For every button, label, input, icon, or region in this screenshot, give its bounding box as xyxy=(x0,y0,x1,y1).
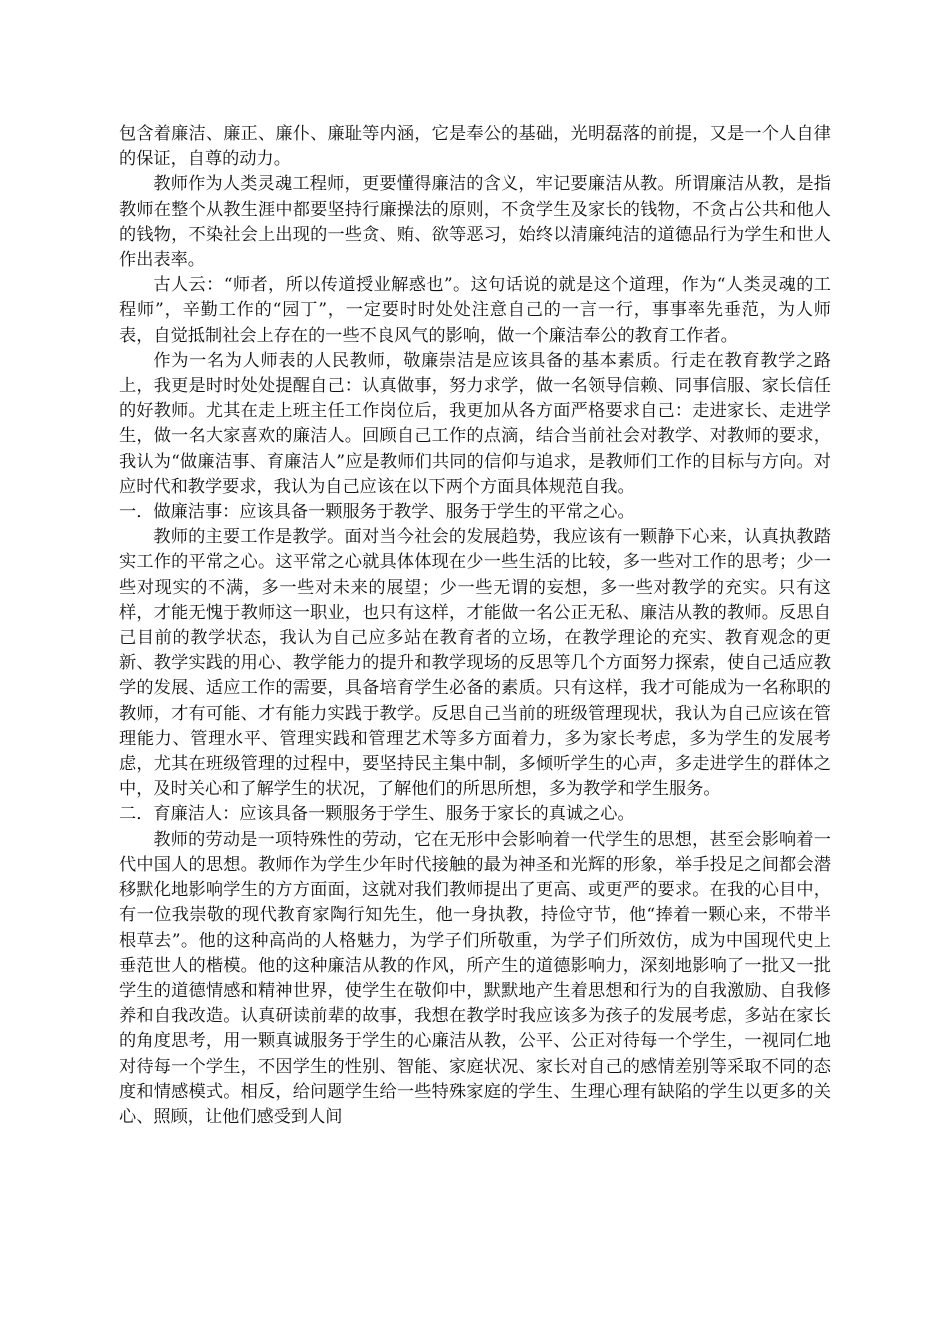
paragraph-sincere-heart: 教师的劳动是一项特殊性的劳动，它在无形中会影响着一代学生的思想，甚至会影响着一代中国人的思想。教师作为学生少年时代接触的最为神圣和光辉的形象，举手投足之间都会潜移默化地影响学生的方方面面，这就对我们教师提出了更高、或更严的要求。在我的心目中，有一位我崇敬的现代教育家陶行知先生，他一身执教，持俭守节，他“捧着一颗心来，不带半根草去”。他的这种高尚的人格魅力，为学子们所敬重，为学子们所效仿，成为中国现代史上垂范世人的楷模。他的这种廉洁从教的作风，所产生的道德影响力，深刻地影响了一批又一批学生的道德情感和精神世界，使学生在敬仰中，默默地产生着思想和行为的自我激励、自我修养和自我改造。认真研读前辈的故事，我想在教学时我应该多为孩子的发展考虑，多站在家长的角度思考，用一颗真诚服务于学生的心廉洁从教，公平、公正对待每一个学生，一视同仁地对待每一个学生，不因学生的性别、智能、家庭状况、家长对自己的感情差别等采取不同的态度和情感模式。相反，给问题学生给一些特殊家庭的学生、生理心理有缺陷的学生以更多的关心、照顾，让他们感受到人间 xyxy=(119,829,831,1127)
document-page xyxy=(119,122,831,1130)
paragraph-ordinary-heart: 教师的主要工作是教学。面对当今社会的发展趋势，我应该有一颗静下心来，认真执教踏实工作的平常之心。这平常之心就具体体现在少一些生活的比较，多一些对工作的思考；少一些对现实的不满，多一些对未来的展望；少一些无谓的妄想，多一些对教学的充实。只有这样，才能无愧于教师这一职业，也只有这样，才能做一名公正无私、廉洁从教的教师。反思自己目前的教学状态，我认为自己应多站在教育者的立场，在教学理论的充实、教育观念的更新、教学实践的用心、教学能力的提升和教学现场的反思等几个方面努力探索，使自己适应教学的发展、适应工作的需要，具备培育学生必备的素质。只有这样，我才可能成为一名称职的教师，才有可能、才有能力实践于教学。反思自己当前的班级管理现状，我认为自己应该在管理能力、管理水平、管理实践和管理艺术等多方面着力，多为家长考虑，多为学生的发展考虑，尤其在班级管理的过程中，要坚持民主集中制，多倾听学生的心声，多走进学生的群体之中，及时关心和了解学生的状况，了解他们的所思所想，多为教学和学生服务。 xyxy=(119,527,831,800)
paragraph-continuation: 包含着廉洁、廉正、廉仆、廉耻等内涵，它是奉公的基础，光明磊落的前提，又是一个人自律的保证，自尊的动力。 xyxy=(119,124,831,170)
paragraph-integrity-teaching: 教师作为人类灵魂工程师，更要懂得廉洁的含义，牢记要廉洁从教。所谓廉洁从教，是指教师在整个从教生涯中都要坚持行廉操法的原则，不贪学生及家长的钱物，不贪占公共和他人的钱物，不染社会上出现的一些贪、贿、欲等恶习，始终以清廉纯洁的道德品行为学生和世人作出表率。 xyxy=(119,174,831,271)
paragraph-ancient-saying: 古人云：“师者，所以传道授业解惑也”。这句话说的就是这个道理，作为“人类灵魂的工程师”，辛勤工作的“园丁”，一定要时时处处注意自己的一言一行，事事率先垂范，为人师表，自觉抵制社会上存在的一些不良风气的影响，做一个廉洁奉公的教育工作者。 xyxy=(119,275,831,346)
section-heading-one: 一．做廉洁事：应该具备一颗服务于教学、服务于学生的平常之心。 xyxy=(119,502,635,523)
section-heading-two: 二．育廉洁人：应该具备一颗服务于学生、服务于家长的真诚之心。 xyxy=(119,804,635,825)
paragraph-model-teacher: 作为一名为人师表的人民教师，敬廉崇洁是应该具备的基本素质。行走在教育教学之路上，我更是时时处处提醒自己：认真做事，努力求学，做一名领导信赖、同事信服、家长信任的好教师。尤其在走上班主任工作岗位后，我更加从各方面严格要求自己：走进家长、走进学生，做一名大家喜欢的廉洁人。回顾自己工作的点滴，结合当前社会对教学、对教师的要求，我认为“做廉洁事、育廉洁人”应是教师们共同的信仰与追求，是教师们工作的目标与方向。对应时代和教学要求，我认为自己应该在以下两个方面具体规范自我。 xyxy=(119,350,831,497)
